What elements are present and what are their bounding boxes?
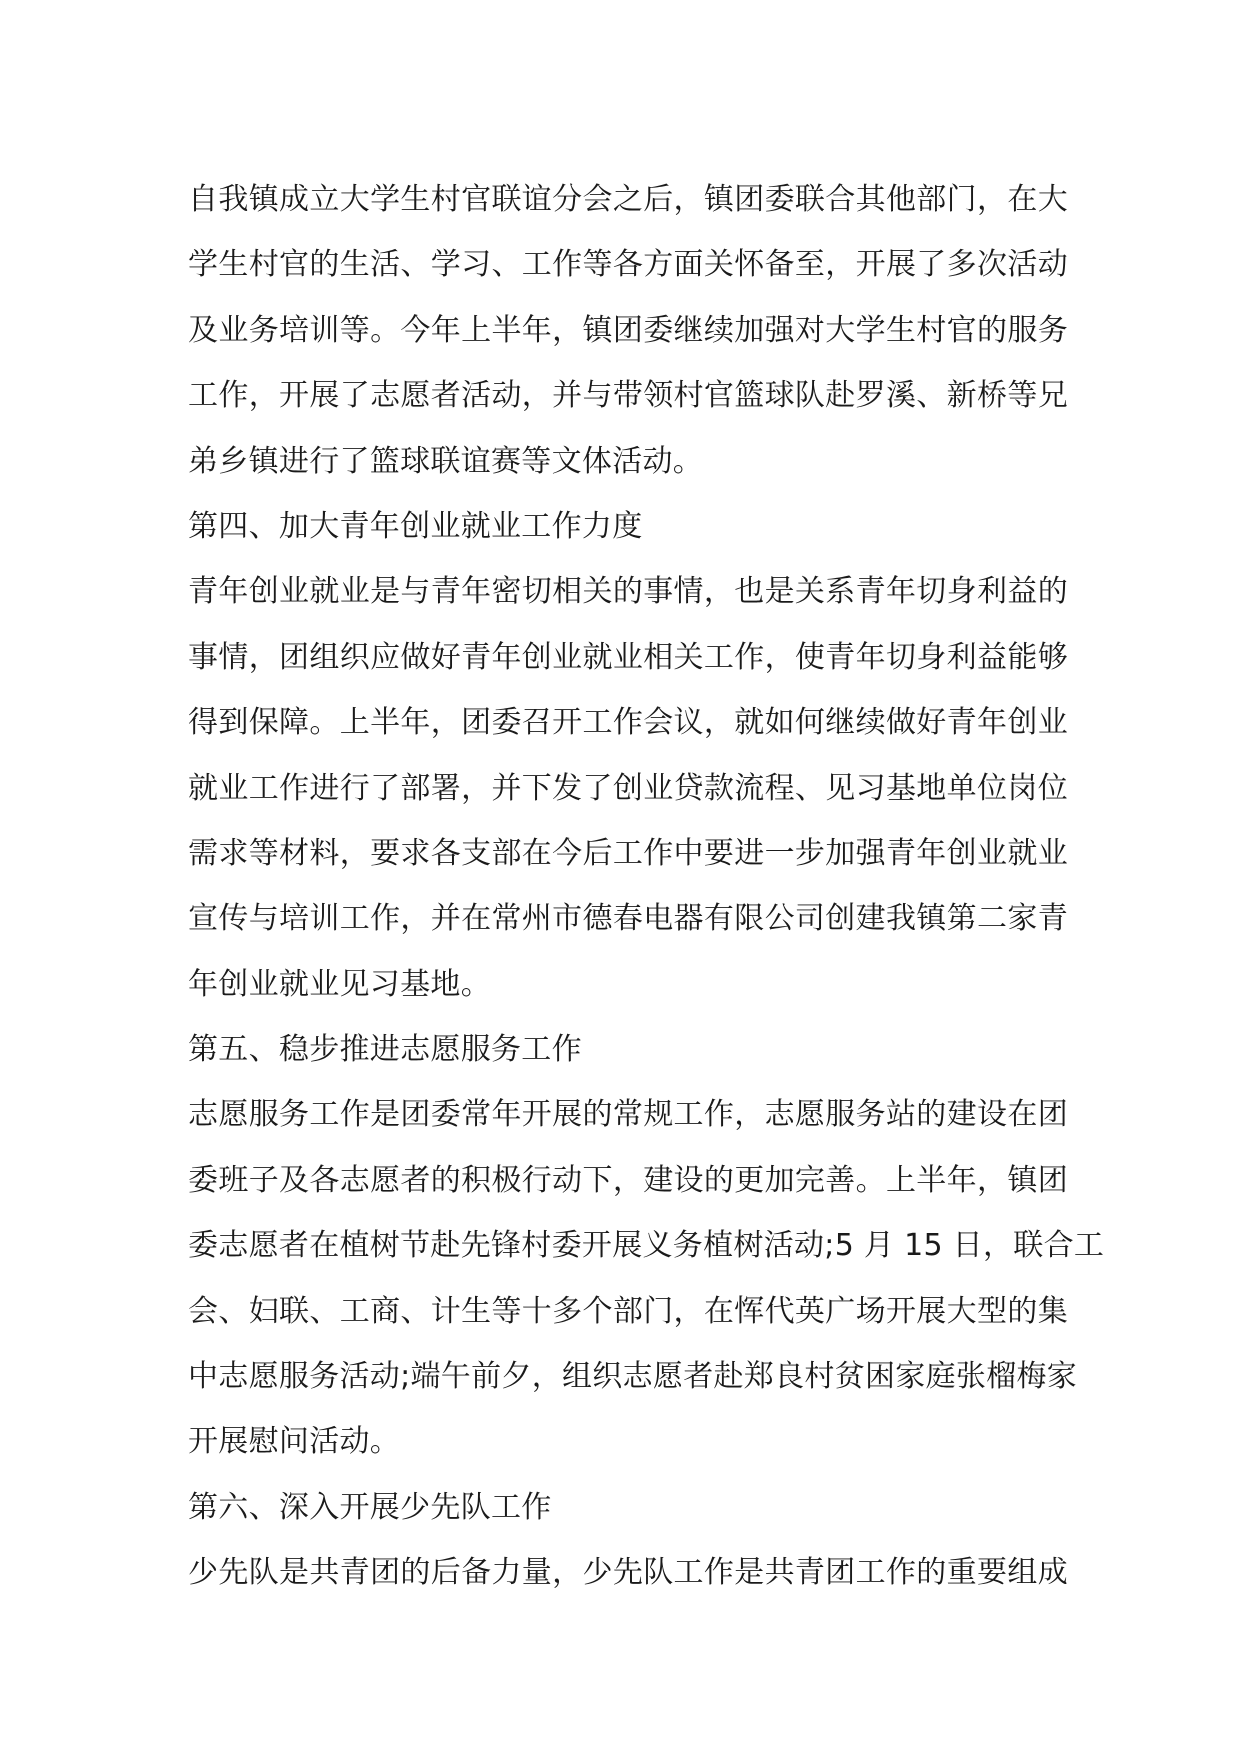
text-line: 会、妇联、工商、计生等十多个部门，在恽代英广场开展大型的集	[188, 1293, 1068, 1329]
text-line: 得到保障。上半年，团委召开工作会议，就如何继续做好青年创业	[188, 705, 1068, 741]
text-line: 弟乡镇进行了篮球联谊赛等文体活动。	[188, 443, 704, 479]
text-line: 开展慰问活动。	[188, 1424, 401, 1460]
document-body	[188, 167, 1105, 1606]
text-line: 中志愿服务活动;端午前夕，组织志愿者赴郑良村贫困家庭张榴梅家	[188, 1359, 1078, 1395]
text-line: 就业工作进行了部署，并下发了创业贷款流程、见习基地单位岗位	[188, 770, 1068, 806]
text-line: 及业务培训等。今年上半年，镇团委继续加强对大学生村官的服务	[188, 312, 1068, 348]
text-line: 需求等材料，要求各支部在今后工作中要进一步加强青年创业就业	[188, 835, 1068, 871]
text-line: 少先队是共青团的后备力量，少先队工作是共青团工作的重要组成	[188, 1555, 1068, 1591]
text-line: 宣传与培训工作，并在常州市德春电器有限公司创建我镇第二家青	[188, 901, 1068, 937]
section-heading: 第四、加大青年创业就业工作力度	[188, 508, 643, 544]
text-line: 年创业就业见习基地。	[188, 966, 491, 1002]
section-heading: 第五、稳步推进志愿服务工作	[188, 1032, 582, 1068]
text-line: 自我镇成立大学生村官联谊分会之后，镇团委联合其他部门，在大	[188, 182, 1068, 217]
text-line: 学生村官的生活、学习、工作等各方面关怀备至，开展了多次活动	[188, 247, 1068, 283]
text-line: 青年创业就业是与青年密切相关的事情，也是关系青年切身利益的	[188, 574, 1068, 610]
section-heading: 第六、深入开展少先队工作	[188, 1489, 552, 1525]
text-line: 志愿服务工作是团委常年开展的常规工作，志愿服务站的建设在团	[188, 1097, 1068, 1133]
text-line: 委班子及各志愿者的积极行动下，建设的更加完善。上半年，镇团	[188, 1162, 1068, 1198]
text-line: 工作，开展了志愿者活动，并与带领村官篮球队赴罗溪、新桥等兄	[188, 378, 1068, 414]
text-line: 事情，团组织应做好青年创业就业相关工作，使青年切身利益能够	[188, 639, 1068, 675]
text-line: 委志愿者在植树节赴先锋村委开展义务植树活动;5 月 15 日，联合工	[188, 1228, 1105, 1264]
